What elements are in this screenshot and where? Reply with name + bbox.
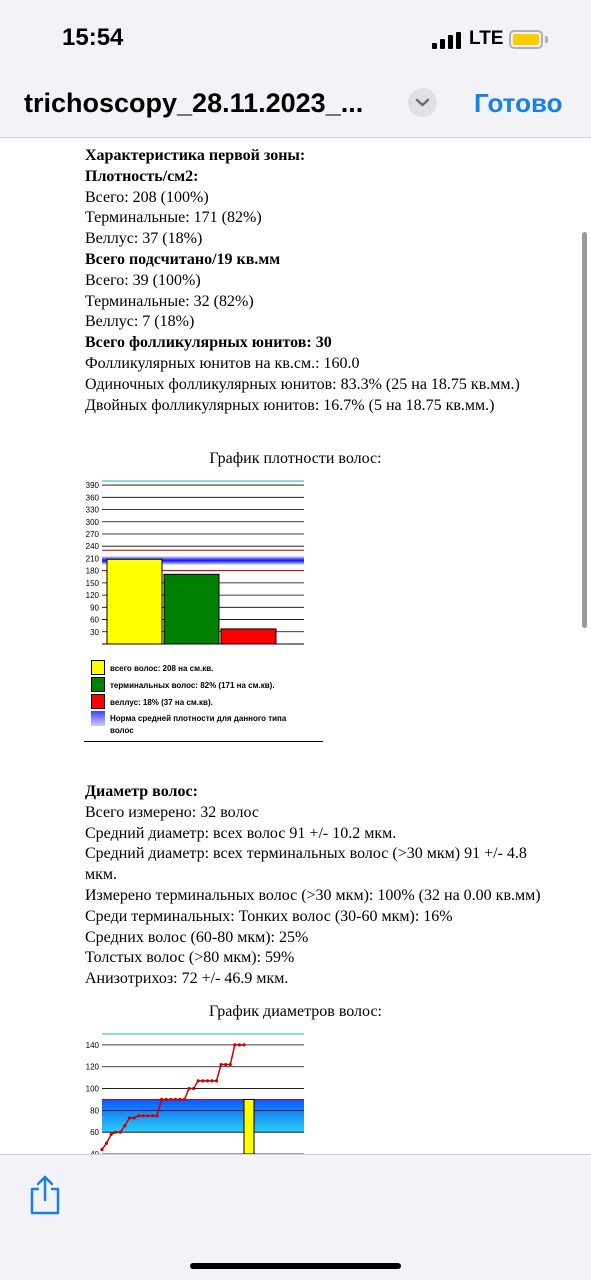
nav-bar <box>0 80 591 138</box>
zone-characteristics <box>85 146 555 416</box>
legend-label: веллус: 18% (37 на см.кв). <box>110 698 213 707</box>
data-point <box>160 1098 163 1101</box>
data-point <box>206 1079 209 1082</box>
y-tick-label: 30 <box>90 627 99 637</box>
status-bar <box>0 0 591 80</box>
density-chart-caption: График плотности волос: <box>209 450 382 467</box>
counted-heading: Всего подсчитано/19 кв.мм <box>85 250 281 268</box>
diameter-thin: Среди терминальных: Тонких волос (30-60 мкм): 16% <box>85 907 453 925</box>
diameter-chart <box>84 1032 306 1154</box>
legend-label: терминальных волос: 82% (171 на см.кв). <box>110 681 275 690</box>
data-point <box>123 1124 126 1127</box>
signal-icon <box>432 32 462 49</box>
diameter-measured: Всего измерено: 32 волос <box>85 803 259 821</box>
density-vellus: Веллус: 37 (18%) <box>85 230 203 248</box>
data-point <box>210 1079 213 1082</box>
data-point <box>183 1098 186 1101</box>
counted-vellus: Веллус: 7 (18%) <box>85 313 195 331</box>
diameter-heading: Диаметр волос: <box>85 783 198 800</box>
data-point <box>146 1114 149 1117</box>
zone-heading: Характеристика первой зоны: <box>85 147 306 164</box>
data-point <box>128 1116 131 1119</box>
data-point <box>242 1043 245 1046</box>
y-tick-label: 390 <box>85 481 99 491</box>
home-indicator <box>190 1263 401 1269</box>
data-point <box>215 1079 218 1082</box>
data-point <box>114 1131 117 1134</box>
density-terminal: Терминальные: 171 (82%) <box>85 209 262 227</box>
legend-label: Норма средней плотности для данного типа <box>110 714 287 723</box>
data-point <box>142 1114 145 1117</box>
battery-cap <box>545 36 548 43</box>
bottom-toolbar <box>0 1154 591 1280</box>
y-tick-label: 330 <box>85 505 99 515</box>
y-tick-label: 140 <box>85 1040 99 1050</box>
data-point <box>155 1114 158 1117</box>
data-point <box>132 1116 135 1119</box>
data-point <box>169 1098 172 1101</box>
fu-double: Двойных фолликулярных юнитов: 16.7% (5 на 18.75 кв.мм.) <box>85 396 495 414</box>
data-point <box>219 1063 222 1066</box>
y-tick-label: 120 <box>85 591 99 601</box>
bar-1 <box>107 559 162 644</box>
legend-label: всего волос: 208 на см.кв. <box>110 664 214 673</box>
diameter-thick: Толстых волос (>80 мкм): 59% <box>85 949 295 967</box>
done-button[interactable]: Готово <box>474 88 563 118</box>
diameter-anisotrichosis: Анизотрихоз: 72 +/- 46.9 мкм. <box>85 970 289 988</box>
legend-swatch <box>91 694 105 709</box>
y-tick-label: 300 <box>85 517 99 527</box>
data-point <box>201 1079 204 1082</box>
legend-swatch <box>91 677 105 692</box>
diameter-avg-terminal: Средний диаметр: всех терминальных волос (>30 мкм) 91 +/- 4.8 мкм. <box>85 845 527 884</box>
fu-single: Одиночных фолликулярных юнитов: 83.3% (25 на 18.75 кв.мм.) <box>85 375 520 393</box>
density-heading: Плотность/см2: <box>85 167 199 185</box>
norm-band <box>102 1099 304 1132</box>
y-tick-label: 60 <box>90 1128 99 1138</box>
bar-2 <box>164 574 219 644</box>
mean-bar <box>244 1099 254 1154</box>
status-time: 15:54 <box>62 24 124 51</box>
legend-label: волос <box>110 726 134 735</box>
y-tick-label: 120 <box>85 1062 99 1072</box>
data-point <box>197 1079 200 1082</box>
counted-terminal: Терминальные: 32 (82%) <box>85 292 254 310</box>
bar-3 <box>221 629 276 644</box>
share-icon[interactable] <box>28 1175 62 1215</box>
y-tick-label: 180 <box>85 566 99 576</box>
y-tick-label: 60 <box>90 615 99 625</box>
y-tick-label: 270 <box>85 529 99 539</box>
density-total: Всего: 208 (100%) <box>85 188 209 206</box>
counted-total: Всего: 39 (100%) <box>85 271 201 289</box>
data-point <box>100 1148 103 1151</box>
y-tick-label: 360 <box>85 493 99 503</box>
document-title: trichoscopy_28.11.2023_... <box>24 88 364 118</box>
title-menu-button[interactable] <box>408 88 437 117</box>
data-point <box>224 1063 227 1066</box>
data-point <box>110 1133 113 1136</box>
diameter-line <box>102 1045 244 1150</box>
data-point <box>233 1043 236 1046</box>
data-point <box>178 1098 181 1101</box>
data-point <box>187 1087 190 1090</box>
data-point <box>151 1114 154 1117</box>
data-point <box>174 1098 177 1101</box>
legend-swatch <box>91 711 105 726</box>
y-tick-label: 100 <box>85 1084 99 1094</box>
data-point <box>192 1087 195 1090</box>
diameter-chart-caption: График диаметров волос: <box>209 1003 382 1020</box>
fu-per-cm: Фолликулярных юнитов на кв.см.: 160.0 <box>85 354 360 372</box>
diameter-medium: Средних волос (60-80 мкм): 25% <box>85 928 309 946</box>
diameter-section <box>85 782 555 990</box>
diameter-measured-terminal: Измерено терминальных волос (>30 мкм): 100% (32 на 0.00 кв.мм) <box>85 886 541 904</box>
battery-icon <box>509 30 543 49</box>
chevron-down-icon <box>408 88 437 117</box>
data-point <box>105 1141 108 1144</box>
data-point <box>119 1131 122 1134</box>
density-chart <box>84 478 306 646</box>
data-point <box>229 1063 232 1066</box>
fu-heading: Всего фолликулярных юнитов: 30 <box>85 334 332 352</box>
scrollbar[interactable] <box>582 232 587 628</box>
legend-divider <box>84 741 323 742</box>
diameter-avg-all: Средний диаметр: всех волос 91 +/- 10.2 мкм. <box>85 824 397 842</box>
data-point <box>165 1098 168 1101</box>
network-label: LTE <box>469 28 504 49</box>
data-point <box>137 1114 140 1117</box>
y-tick-label: 90 <box>90 603 99 613</box>
y-tick-label: 150 <box>85 578 99 588</box>
y-tick-label: 240 <box>85 542 99 552</box>
legend-swatch <box>91 660 105 675</box>
y-tick-label: 80 <box>90 1106 99 1116</box>
data-point <box>238 1043 241 1046</box>
y-tick-label: 210 <box>85 554 99 564</box>
